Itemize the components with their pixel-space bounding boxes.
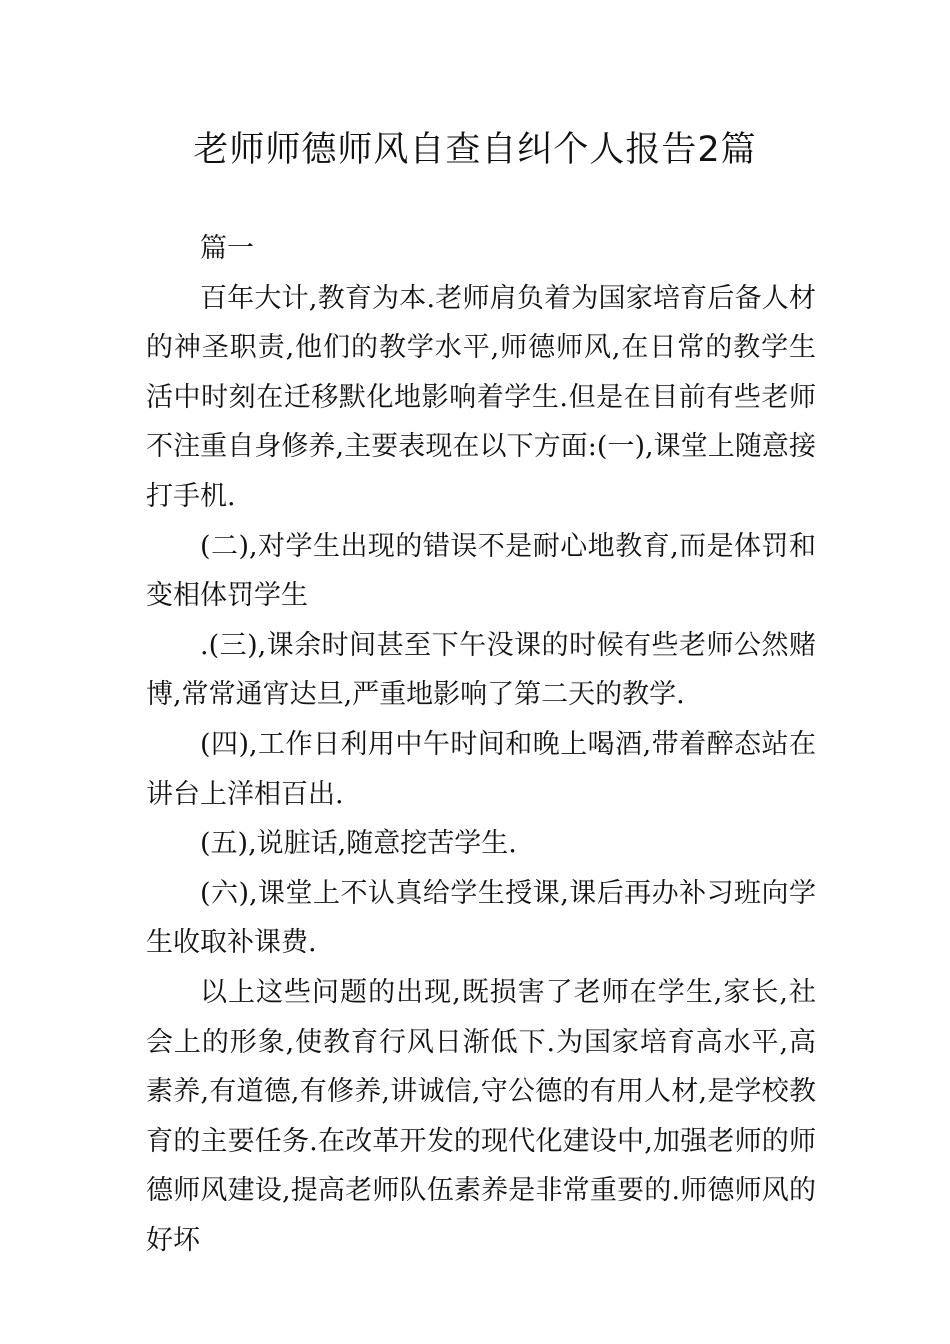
paragraph: (四),工作日利用中午时间和晚上喝酒,带着醉态站在讲台上洋相百出.	[146, 728, 816, 810]
document-body	[146, 224, 816, 1265]
paragraph: (六),课堂上不认真给学生授课,课后再办补习班向学生收取补课费.	[146, 877, 816, 959]
paragraph: 以上这些问题的出现,既损害了老师在学生,家长,社会上的形象,使教育行风日渐低下.为国家培育高水平,高素养,有道德,有修养,讲诚信,守公德的有用人材,是学校教育的主要任务.在改革开发的现代化建设中,加强老师的师德师风建设,提高老师队伍素养是非常重要的.师德师风的好坏	[146, 976, 816, 1256]
paragraph: 百年大计,教育为本.老师肩负着为国家培育后备人材的神圣职责,他们的教学水平,师德师风,在日常的教学生活中时刻在迁移默化地影响着学生.但是在目前有些老师不注重自身修养,主要表现在以下方面:(一),课堂上随意接打手机.	[146, 282, 816, 512]
section-heading: 篇一	[200, 233, 254, 264]
document-title: 老师师德师风自查自纠个人报告2篇	[193, 130, 757, 170]
paragraph: (二),对学生出现的错误不是耐心地教育,而是体罚和变相体罚学生	[146, 530, 816, 612]
paragraph: .(三),课余时间甚至下午没课的时候有些老师公然赌博,常常通宵达旦,严重地影响了第二天的教学.	[146, 629, 816, 711]
paragraph: (五),说脏话,随意挖苦学生.	[200, 828, 517, 860]
